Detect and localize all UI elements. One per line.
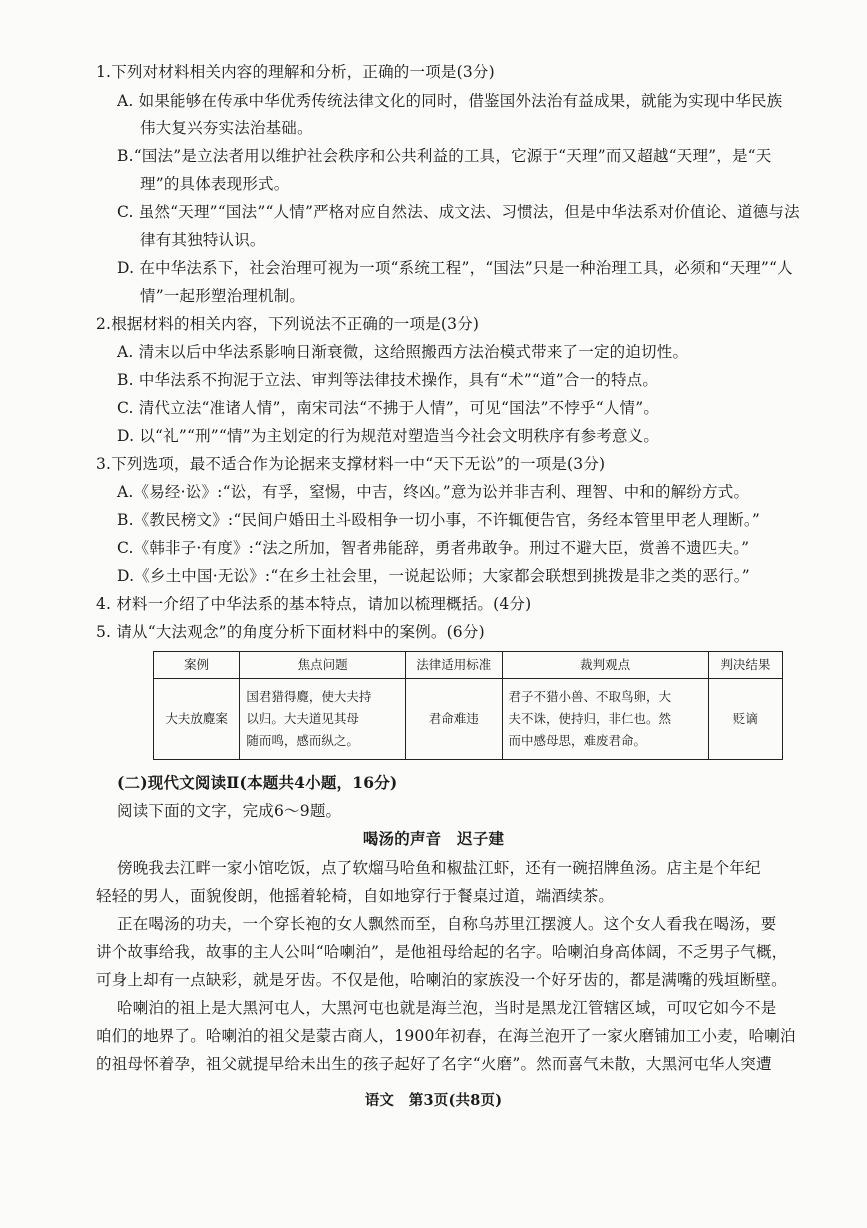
question-1-option-d: D. 在中华法系下，社会治理可视为一项“系统工程”，“国法”只是一种治理工具，必须和“天理”“人 <box>117 259 793 277</box>
case-table-header-row <box>154 652 783 679</box>
header-case: 案例 <box>154 652 240 679</box>
case-table <box>153 651 783 760</box>
question-2-stem: 2.根据材料的相关内容，下列说法不正确的一项是(3分) <box>96 315 480 333</box>
question-2-option-b: B. 中华法系不拘泥于立法、审判等法律技术操作，具有“术”“道”合一的特点。 <box>117 371 659 389</box>
question-1-option-b: B.“国法”是立法者用以维护社会秩序和公共利益的工具，它源于“天理”而又超越“天理”，是“天 <box>117 147 772 165</box>
essay-title: 喝汤的声音 迟子建 <box>362 829 505 848</box>
question-1-option-b-cont: 理”的具体表现形式。 <box>140 175 290 193</box>
cell-case: 大夫放麑案 <box>154 679 240 760</box>
header-standard: 法律适用标准 <box>405 652 502 679</box>
case-table-row <box>154 679 783 760</box>
essay-paragraph-2: 正在喝汤的功夫，一个穿长袍的女人飘然而至，自称乌苏里江摆渡人。这个女人看我在喝汤，要 <box>117 915 777 933</box>
question-3-option-c: C.《韩非子·有度》:“法之所加，智者弗能辞，勇者弗敢争。刑过不避大臣，赏善不遗匹夫。” <box>117 539 750 557</box>
essay-paragraph-2-cont: 可身上却有一点缺彩，就是牙齿。不仅是他，哈喇泊的家族没一个好牙齿的，都是满嘴的残垣断壁。 <box>96 971 787 989</box>
reading-instruction: 阅读下面的文字，完成6～9题。 <box>117 802 342 820</box>
question-3-stem: 3.下列选项，最不适合作为论据来支撑材料一中“天下无讼”的一项是(3分) <box>96 455 606 473</box>
question-1-option-a: A. 如果能够在传承中华优秀传统法律文化的同时，借鉴国外法治有益成果，就能为实现中华民族 <box>117 92 783 110</box>
essay-paragraph-3-cont: 的祖母怀着孕，祖父就提早给未出生的孩子起好了名字“火磨”。然而喜气未散，大黑河屯华人突遭 <box>96 1055 772 1073</box>
header-result: 判决结果 <box>708 652 782 679</box>
question-3-option-a: A.《易经·讼》:“讼，有孚，窒惕，中吉，终凶。”意为讼并非吉利、理智、中和的解纷方式。 <box>117 483 750 501</box>
question-2-option-c: C. 清代立法“准诸人情”，南宋司法“不拂于人情”，可见“国法”不悖乎“人情”。 <box>117 399 660 417</box>
essay-paragraph-3-cont: 咱们的地界了。哈喇泊的祖父是蒙古商人，1900年初春，在海兰泡开了一家火磨铺加工小麦，哈喇泊 <box>96 1027 796 1045</box>
question-1-stem: 1.下列对材料相关内容的理解和分析，正确的一项是(3分) <box>96 63 495 81</box>
section-heading: (二)现代文阅读Ⅱ(本题共4小题，16分) <box>117 773 398 792</box>
question-1-option-c-cont: 律有其独特认识。 <box>140 231 266 249</box>
essay-paragraph-1: 傍晚我去江畔一家小馆吃饭，点了软熘马哈鱼和椒盐江虾，还有一碗招牌鱼汤。店主是个年纪 <box>117 859 761 877</box>
header-focus: 焦点问题 <box>240 652 406 679</box>
question-3-option-b: B.《教民榜文》:“民间户婚田土斗殴相争一切小事，不许辄便告官，务经本管里甲老人理断。” <box>117 511 760 529</box>
opinion-line: 夫不诛，使持归，非仁也。然 <box>508 711 672 726</box>
question-1-option-d-cont: 情”一起形塑治理机制。 <box>140 287 306 305</box>
question-5: 5. 请从“大法观念”的角度分析下面材料中的案例。(6分) <box>96 623 485 641</box>
question-1-option-a-cont: 伟大复兴夯实法治基础。 <box>140 119 313 137</box>
cell-result: 贬谪 <box>708 679 782 760</box>
focus-line: 随而鸣，感而纵之。 <box>246 733 359 748</box>
essay-paragraph-3: 哈喇泊的祖上是大黑河屯人，大黑河屯也就是海兰泡，当时是黑龙江管辖区域，可叹它如今不是 <box>117 999 777 1017</box>
opinion-line: 而中感母思，难废君命。 <box>508 733 647 748</box>
cell-focus <box>240 679 406 760</box>
question-3-option-d: D.《乡土中国·无讼》:“在乡土社会里，一说起讼师；大家都会联想到挑拨是非之类的恶行。” <box>117 567 750 585</box>
cell-opinion <box>502 679 708 760</box>
essay-paragraph-2-cont: 讲个故事给我，故事的主人公叫“哈喇泊”，是他祖母给起的名字。哈喇泊身高体阔，不乏男子气概， <box>96 943 788 961</box>
question-1-option-c: C. 虽然“天理”“国法”“人情”严格对应自然法、成文法、习惯法，但是中华法系对价值论、道德与法 <box>117 203 800 221</box>
focus-line: 以归。大夫道见其母 <box>246 711 359 726</box>
header-opinion: 裁判观点 <box>502 652 708 679</box>
cell-standard: 君命难违 <box>405 679 502 760</box>
question-2-option-a: A. 清末以后中华法系影响日渐衰微，这给照搬西方法治模式带来了一定的迫切性。 <box>117 343 689 361</box>
essay-paragraph-1-cont: 轻轻的男人，面貌俊朗，他摇着轮椅，自如地穿行于餐桌过道，端酒续茶。 <box>96 887 615 905</box>
focus-line: 国君猎得麑，使大夫持 <box>246 689 372 704</box>
question-4: 4. 材料一介绍了中华法系的基本特点，请加以梳理概括。(4分) <box>96 595 532 613</box>
page-footer: 语文 第3页(共8页) <box>364 1092 503 1109</box>
opinion-line: 君子不猎小兽、不取鸟卵，大 <box>508 689 672 704</box>
question-2-option-d: D. 以“礼”“刑”“情”为主划定的行为规范对塑造当今社会文明秩序有参考意义。 <box>117 427 660 445</box>
